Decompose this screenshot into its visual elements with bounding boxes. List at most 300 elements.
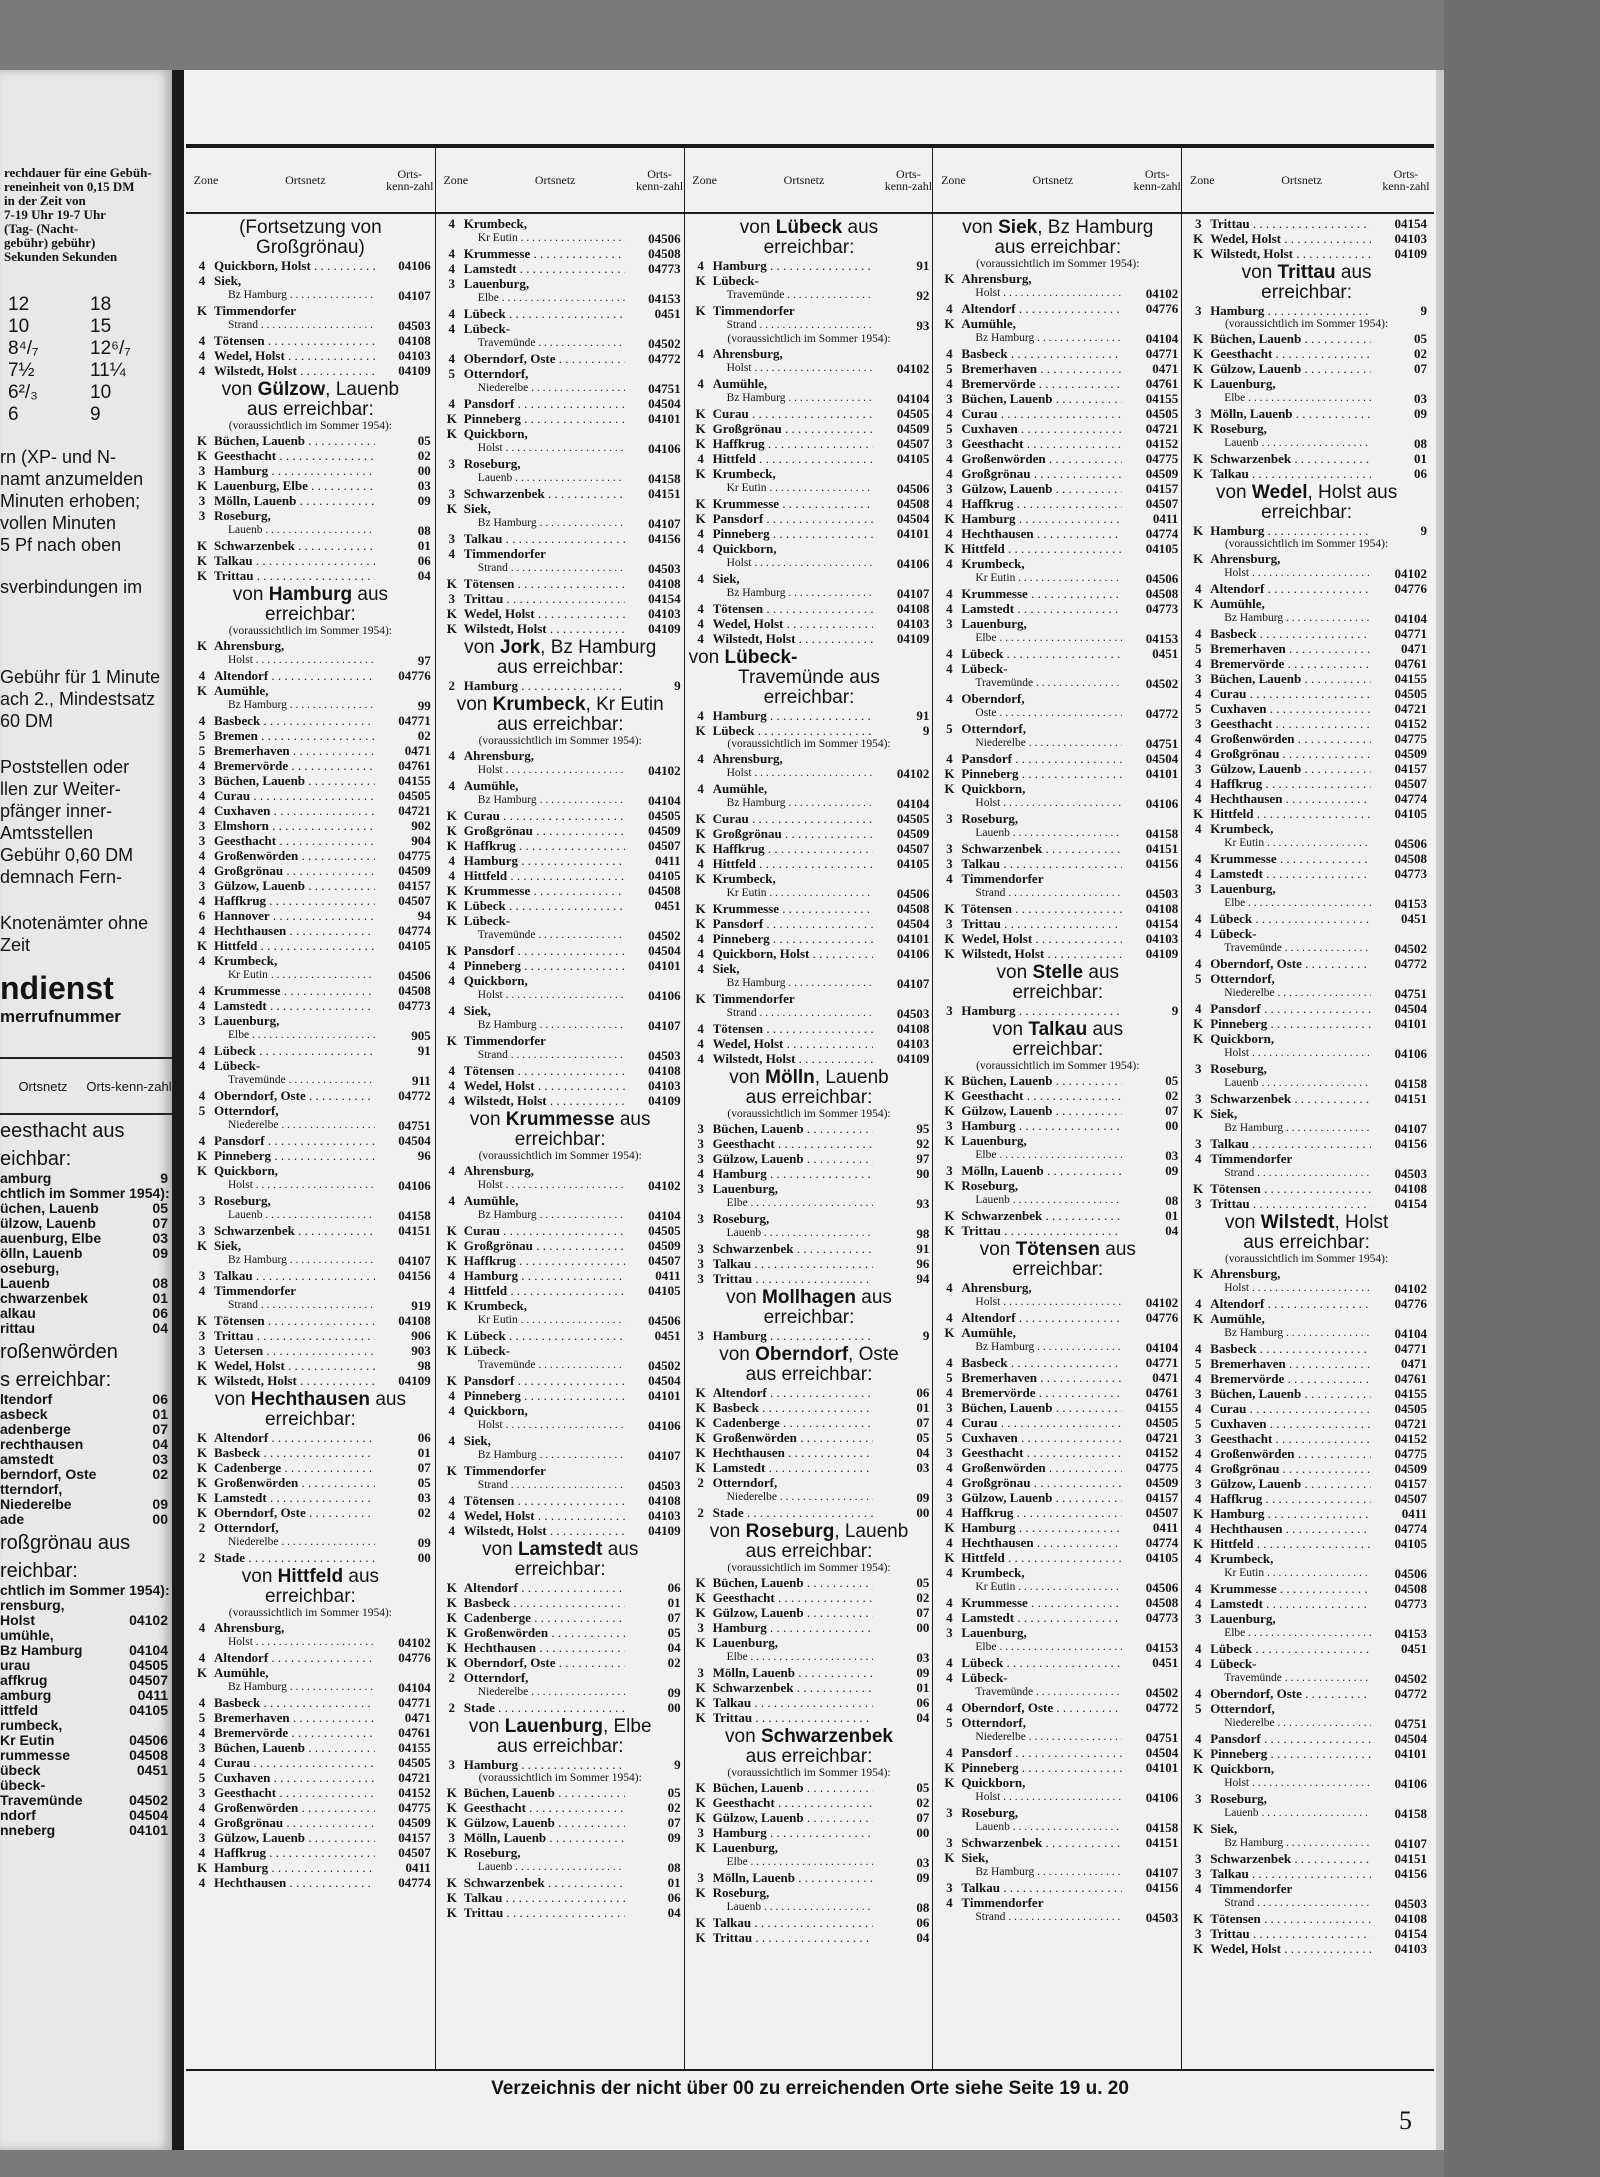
area-code: 903 [411,1343,431,1358]
tariff-value: 18 [90,294,112,315]
destination-row [440,1093,681,1108]
destination-place: Pinneberg . . . [464,1388,625,1403]
entry-place: chwarzenbek [0,1290,88,1306]
destination-place: Trittau . . . [464,1905,625,1920]
destination-row [1186,523,1427,538]
destination-row [1186,303,1427,318]
zone-code: 3 [1194,216,1202,231]
area-code: 04105 [648,868,681,883]
destination-row [440,1063,681,1078]
destination-row [440,988,681,1003]
area-code: 04508 [1145,586,1179,601]
zone-code: K [196,683,208,698]
area-code [375,1103,431,1118]
zone-code: 4 [448,1388,456,1403]
area-code: 04775 [1394,1446,1427,1461]
origin-subtitle: aus erreichbar: [745,1087,873,1108]
area-code: 04101 [1145,766,1179,781]
destination-row [440,1343,681,1358]
area-code [375,1013,431,1028]
destination-row [190,1460,431,1475]
area-code [375,273,431,288]
entry-place: oseburg, [0,1260,60,1276]
destination-place: Großenwörden . . . [961,1460,1122,1475]
area-code: 04105 [1145,1550,1179,1565]
area-code: 04104 [1394,611,1427,626]
zone-code: 2 [697,1475,704,1490]
zone-code: K [695,991,706,1006]
zone-code: K [1193,376,1204,391]
destination-place: Geesthacht . . . [1210,716,1371,731]
area-code: 01 [1165,1208,1179,1223]
origin-suffix: aus [1100,1239,1136,1260]
destination-row [937,616,1178,631]
zone-code [689,318,713,333]
zone-code: K [695,1810,706,1825]
zone-code: 3 [198,1268,206,1283]
area-code: 03 [916,1855,930,1870]
destination-place: Kr Eutin . . . [713,481,874,496]
destination-row [190,433,431,448]
entry-code: 02 [152,1466,168,1482]
area-code: 04 [916,1930,930,1945]
area-code [1122,1805,1178,1820]
destination-row [937,916,1178,931]
zone-code: 3 [1194,303,1202,318]
area-code: 93 [916,318,930,333]
area-code: 04506 [896,886,930,901]
destination-row [440,1640,681,1655]
entry-code: 04505 [129,1657,168,1673]
destination-place: Hittfeld . . . [961,541,1122,556]
area-code: 04771 [1394,626,1427,641]
zone-code: 4 [1194,926,1202,941]
entry-code: 04504 [129,1807,168,1823]
zone-code [689,796,713,811]
area-code [873,1635,929,1650]
zone-code: K [196,1860,208,1875]
destination-place: Bz Hamburg . . . [1210,611,1371,626]
origin-subtitle: aus erreichbar: [994,237,1122,258]
origin-prefix: von [1224,1212,1256,1233]
destination-row [689,1840,930,1855]
zone-code: 4 [946,466,953,481]
area-code: 02 [417,1505,431,1520]
zone-code: 3 [198,773,206,788]
zone-code: K [446,1343,457,1358]
bottom-rule [186,2069,1434,2071]
destination-place: Lauenb . . . [1210,1076,1371,1091]
zone-code [1186,1281,1210,1296]
area-code: 04507 [896,841,930,856]
zone-code [1186,436,1210,451]
zone-code: K [944,541,955,556]
destination-row [689,901,930,916]
zone-code: 4 [1194,626,1202,641]
entry-code: 06 [152,1391,168,1407]
destination-place: Geesthacht . . . [713,1136,874,1151]
area-code [1371,1881,1427,1896]
destination-row [440,928,681,943]
entry-place: rensburg, [0,1597,65,1613]
zone-code: 4 [198,1620,206,1635]
destination-place: Curau . . . [464,1223,625,1238]
area-code: 04773 [1394,1596,1427,1611]
destination-row [440,1580,681,1595]
zone-code [937,286,961,301]
destination-place: Büchen, Lauenb . . . [214,773,375,788]
destination-place: Holst . . . [713,556,874,571]
zone-code: K [446,943,457,958]
destination-row [190,1445,431,1460]
header-line: gebühr) gebühr) [4,235,96,250]
zone-code [440,988,464,1003]
destination-place: Basbeck . . . [961,346,1122,361]
destination-row [937,886,1178,901]
destination-row [689,1930,930,1945]
area-code: 03 [916,1650,930,1665]
origin-suffix: , Lauenb [834,1521,909,1542]
zone-code: K [695,496,706,511]
area-code [873,273,929,288]
zone-code: 3 [946,841,953,856]
destination-row [689,886,930,901]
zone-code: 4 [946,1895,953,1910]
zone-code: 4 [198,363,206,378]
area-code: 04101 [1145,1760,1179,1775]
zone-code: 3 [198,1830,206,1845]
destination-place: Bz Hamburg . . . [961,331,1122,346]
destination-place: Kr Eutin . . . [464,231,625,246]
origin-name: Siek [998,217,1038,238]
left-entry [0,1171,172,1186]
area-code: 04 [916,1710,930,1725]
destination-place: Krummesse . . . [961,586,1122,601]
left-page [0,70,172,2150]
area-code: 04771 [1145,346,1179,361]
destination-place: Lauenburg, [712,1840,778,1855]
area-code [873,303,929,318]
destination-place: Elbe . . . [713,1196,874,1211]
zone-code [937,331,961,346]
validity-note: (voraussichtlich im Sommer 1954): [228,420,392,432]
left-table-header [0,1057,172,1115]
zone-code: K [196,478,208,493]
destination-row [440,1298,681,1313]
destination-row [1186,1001,1427,1016]
destination-place: Großgrönau . . . [961,1475,1122,1490]
zone-code: 4 [946,601,953,616]
zone-code: 4 [448,748,456,763]
origin-subtitle: aus erreichbar: [496,714,624,735]
zone-code: 4 [198,863,206,878]
zone-code: 3 [448,456,456,471]
destination-place: Lauenburg, [961,1133,1027,1148]
destination-row [689,1650,930,1665]
destination-row [689,406,930,421]
area-code: 04102 [896,766,930,781]
destination-place: Strand . . . [1210,1896,1371,1911]
destination-row [689,1885,930,1900]
destination-place: Lamstedt . . . [1210,866,1371,881]
area-code: 04507 [648,1253,681,1268]
destination-row [937,1280,1178,1295]
destination-row [190,1695,431,1710]
destination-row [440,306,681,321]
zone-code [937,1685,961,1700]
destination-place: Travemünde . . . [1210,941,1371,956]
destination-row [440,516,681,531]
origin-subtitle: erreichbar: [1261,282,1352,303]
area-code: 04505 [896,811,930,826]
destination-row [1186,1341,1427,1356]
destination-place: Kr Eutin . . . [713,886,874,901]
destination-place: Haffkrug . . . [1210,1491,1371,1506]
area-code: 00 [667,1700,681,1715]
area-code: 04506 [648,231,681,246]
area-code [873,871,929,886]
destination-row [440,366,681,381]
destination-row [190,348,431,363]
area-code: 06 [417,1430,431,1445]
destination-row [440,1388,681,1403]
destination-place: Pansdorf . . . [214,1133,375,1148]
area-code: 04104 [398,1680,431,1695]
zone-code: K [1193,596,1204,611]
destination-place: Pinneberg . . . [961,766,1122,781]
destination-place: Hannover . . . [214,908,375,923]
destination-row [937,1118,1178,1133]
zone-code: 4 [946,1415,953,1430]
entry-place: auenburg, Elbe [0,1230,102,1246]
validity-note: (voraussichtlich im Sommer 1954): [228,625,392,637]
zone-code [440,1048,464,1063]
destination-row [689,1855,930,1870]
zone-code: K [695,1460,706,1475]
entry-place: ltendorf [0,1391,53,1407]
destination-place: Büchen, Lauenb . . . [713,1780,874,1795]
destination-place: Elbe . . . [1210,1626,1371,1641]
area-code [1371,1761,1427,1776]
zone-code: 4 [946,451,953,466]
area-code: 9 [1420,523,1427,538]
left-entry [0,1216,172,1231]
area-code [625,1163,681,1178]
zone-code: 5 [1194,641,1202,656]
header-line: Sekunden Sekunden [4,249,118,264]
destination-row [1186,1896,1427,1911]
destination-place: Großenwörden . . . [464,1625,625,1640]
zone-code: K [695,871,706,886]
origin-title [1186,1213,1427,1233]
area-code [873,1181,929,1196]
zone-code [440,1448,464,1463]
entry-place: rechthausen [0,1436,84,1452]
zone-code: K [944,1520,955,1535]
origin-suffix: , Bz Hamburg [1037,217,1154,238]
area-code [1371,1701,1427,1716]
area-code: 04502 [1394,941,1427,956]
destination-row [440,1448,681,1463]
destination-place: Trittau . . . [1210,1196,1371,1211]
area-code [1371,1151,1427,1166]
destination-row [190,698,431,713]
destination-place: Talkau . . . [214,553,375,568]
zone-code: 3 [198,508,206,523]
destination-row [1186,1641,1427,1656]
destination-place: Talkau . . . [214,1268,375,1283]
area-code: 04772 [1145,1700,1179,1715]
area-code [625,1343,681,1358]
zone-code: 4 [198,668,206,683]
area-code: 04106 [648,1418,681,1433]
zone-code: 4 [1194,1881,1202,1896]
destination-row [937,1760,1178,1775]
area-code: 04504 [648,1373,681,1388]
area-code: 04104 [1145,1340,1179,1355]
destination-row [190,833,431,848]
destination-row [440,823,681,838]
entry-place: übeck [0,1762,41,1778]
area-code: 04772 [1394,1686,1427,1701]
left-entry [0,1643,172,1658]
destination-place: Altendorf . . . [214,1650,375,1665]
destination-row [689,1810,930,1825]
destination-place: Talkau . . . [713,1915,874,1930]
area-code [1371,1266,1427,1281]
origin-prefix: von [241,1566,273,1587]
destination-row [1186,1716,1427,1731]
destination-place: Holst . . . [464,988,625,1003]
destination-row [937,1910,1178,1925]
destination-place: Wilstedt, Holst . . . [214,1373,375,1388]
origin-title [190,1567,431,1587]
area-code [1122,1178,1178,1193]
destination-row [190,638,431,653]
zone-code [689,1900,713,1915]
zone-code: 4 [448,1508,456,1523]
destination-place: Hittfeld . . . [1210,806,1371,821]
zone-code: K [1193,346,1204,361]
text-line: Poststellen oder [0,757,130,777]
destination-place: Quickborn, [1210,1031,1275,1046]
destination-row [440,321,681,336]
destination-place: Mölln, Lauenb . . . [214,493,375,508]
origin-prefix: von [468,1716,500,1737]
area-code: 99 [417,698,431,713]
left-entry [0,1688,172,1703]
area-code: 04507 [1394,776,1427,791]
zone-code: 4 [1194,776,1202,791]
area-code [625,546,681,561]
destination-row [190,1505,431,1520]
destination-place: Cuxhaven . . . [961,421,1122,436]
zone-code: K [944,781,955,796]
destination-row [1186,596,1427,611]
origin-name: Gülzow [257,379,326,400]
area-code: 04751 [398,1118,431,1133]
destination-place: Hamburg . . . [1210,303,1371,318]
destination-place: Krummesse . . . [713,901,874,916]
zone-code [1186,391,1210,406]
destination-place: Holst . . . [1210,1281,1371,1296]
zone-code: 4 [697,1036,704,1051]
destination-place: Gülzow, Lauenb . . . [214,1830,375,1845]
zone-code: K [695,511,706,526]
zone-code: 4 [448,1433,456,1448]
destination-row [1186,1196,1427,1211]
area-code: 0451 [654,1328,681,1343]
destination-row [440,1655,681,1670]
left-entry [0,1392,172,1407]
destination-row [440,411,681,426]
destination-place: Ahrensburg, [961,1280,1032,1295]
area-code: 0411 [1401,1506,1427,1521]
text-line: 60 DM [0,711,54,731]
zone-code: K [446,838,457,853]
destination-row [190,863,431,878]
area-code [375,1283,431,1298]
destination-place: Otterndorf, [463,1670,529,1685]
area-code: 04106 [1145,1790,1179,1805]
destination-row [190,1358,431,1373]
destination-row [440,231,681,246]
zone-code [689,886,713,901]
area-code: 06 [667,1890,681,1905]
destination-row [440,853,681,868]
zone-code: 4 [946,1700,953,1715]
area-code: 09 [916,1870,930,1885]
zone-code: 3 [1194,761,1202,776]
area-code: 04108 [1145,901,1179,916]
destination-place: Pinneberg . . . [214,1148,375,1163]
area-code: 0471 [404,1710,431,1725]
zone-code: 3 [1194,881,1202,896]
destination-row [937,1490,1178,1505]
left-entry [0,1321,172,1336]
tariff-value: 15 [90,316,112,337]
zone-code: 4 [198,983,206,998]
destination-row [190,998,431,1013]
destination-place: Cadenberge . . . [713,1415,874,1430]
destination-place: Oberndorf, [961,691,1025,706]
destination-row [1186,216,1427,231]
text-line: llen zur Weiter- [0,779,121,799]
area-code [1122,811,1178,826]
destination-place: Haffkrug . . . [961,496,1122,511]
destination-row [689,1590,930,1605]
destination-place: Otterndorf, [712,1475,778,1490]
zone-code [689,1006,713,1021]
area-code: 04506 [398,968,431,983]
destination-row [689,1036,930,1051]
area-code: 91 [916,708,930,723]
left-entry [0,1628,172,1643]
area-code: 04773 [1145,601,1179,616]
destination-place: Roseburg, [214,1193,271,1208]
area-code: 04505 [1145,1415,1179,1430]
destination-place: Quickborn, [1210,1761,1275,1776]
destination-place: Niederelbe . . . [464,381,625,396]
destination-place: Lauenburg, [1210,376,1276,391]
origin-name: Talkau [1028,1019,1088,1040]
area-code: 04154 [1394,216,1427,231]
destination-place: Ahrensburg, [1210,1266,1281,1281]
destination-place: Basbeck . . . [713,1400,874,1415]
origin-subtitle: erreichbar: [264,604,356,625]
validity-note: (voraussichtlich im Sommer 1954): [1224,1253,1389,1265]
entry-place: Travemünde [0,1792,83,1808]
